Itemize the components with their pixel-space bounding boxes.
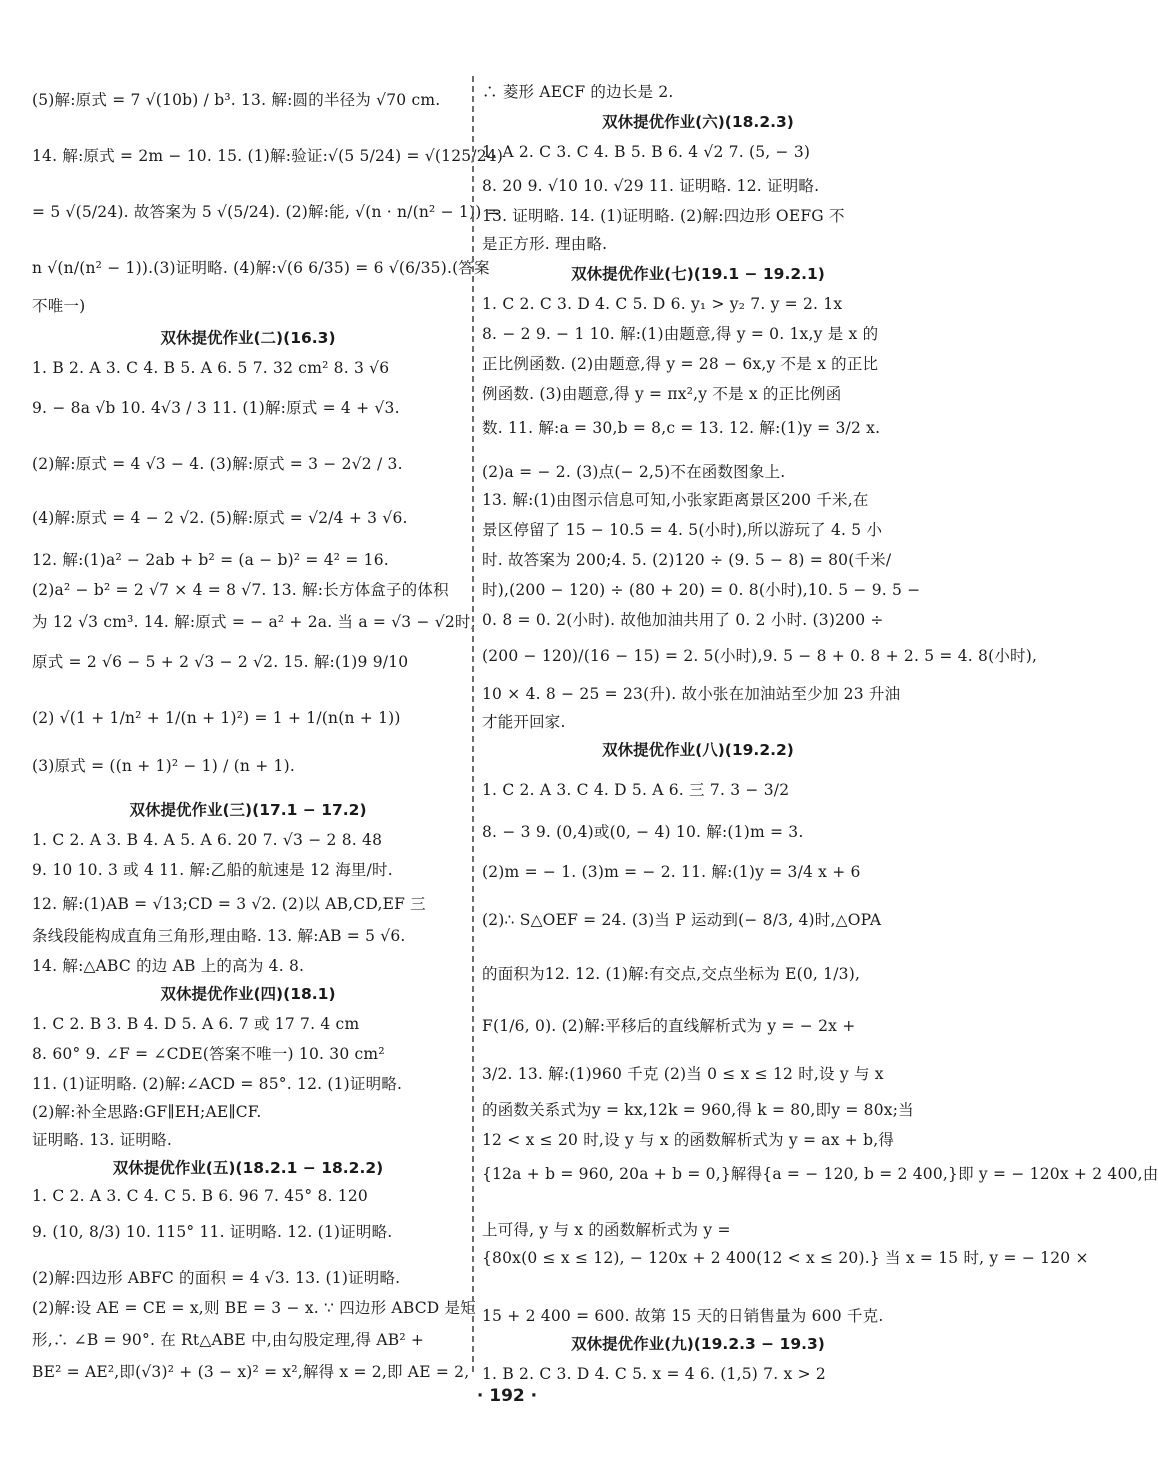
answer-line: 景区停留了 15 − 10.5 = 4. 5(小时),所以游玩了 4. 5 小 [482, 521, 883, 539]
answer-line: 1. C 2. B 3. B 4. D 5. A 6. 7 或 17 7. 4 cm [32, 1015, 360, 1033]
answer-line: 8. 60° 9. ∠F = ∠CDE(答案不唯一) 10. 30 cm² [32, 1045, 385, 1063]
answer-line: F(1/6, 0). (2)解:平移后的直线解析式为 y = − 2x + [482, 1017, 856, 1035]
answer-line: 为 12 √3 cm³. 14. 解:原式 = − a² + 2a. 当 a = √3 − √2时, [32, 613, 476, 631]
answer-line: 是正方形. 理由略. [482, 235, 608, 253]
answer-line: 14. 解:△ABC 的边 AB 上的高为 4. 8. [32, 957, 305, 975]
answer-line: 正比例函数. (2)由题意,得 y = 28 − 6x,y 不是 x 的正比 [482, 355, 879, 373]
answer-line: (2)m = − 1. (3)m = − 2. 11. 解:(1)y = 3/4 x + 6 [482, 863, 861, 881]
answer-line: (2)解:设 AE = CE = x,则 BE = 3 − x. ∵ 四边形 ABCD 是矩 [32, 1299, 476, 1317]
section-heading: 双休提优作业(五)(18.2.1 − 18.2.2) [112, 1159, 384, 1177]
answer-line: 15 + 2 400 = 600. 故第 15 天的日销售量为 600 千克. [482, 1307, 884, 1325]
answer-line: n √(n/(n² − 1)).(3)证明略. (4)解:√(6 6/35) = 6 √(6/35).(答案 [32, 259, 490, 277]
answer-line: 1. B 2. C 3. D 4. C 5. x = 4 6. (1,5) 7. x > 2 [482, 1365, 826, 1383]
answer-line: (2)a² − b² = 2 √7 × 4 = 8 √7. 13. 解:长方体盒子的体积 [32, 581, 449, 599]
answer-line: (2)解:原式 = 4 √3 − 4. (3)解:原式 = 3 − 2√2 / 3. [32, 455, 403, 473]
answer-line: 9. (10, 8/3) 10. 115° 11. 证明略. 12. (1)证明略. [32, 1223, 393, 1241]
answer-line: 14. 解:原式 = 2m − 10. 15. (1)解:验证:√(5 5/24) = √(125/24) [32, 147, 504, 165]
answer-line: 1. C 2. A 3. C 4. C 5. B 6. 96 7. 45° 8. 120 [32, 1187, 368, 1205]
answer-line: 8. − 2 9. − 1 10. 解:(1)由题意,得 y = 0. 1x,y 是 x 的 [482, 325, 879, 343]
answer-line: 10 × 4. 8 − 25 = 23(升). 故小张在加油站至少加 23 升油 [482, 685, 901, 703]
answer-line: 时),(200 − 120) ÷ (80 + 20) = 0. 8(小时),10. 5 − 9. 5 − [482, 581, 921, 599]
answer-line: 不唯一) [32, 297, 86, 315]
answer-line: 3/2. 13. 解:(1)960 千克 (2)当 0 ≤ x ≤ 12 时,设 y 与 x [482, 1065, 884, 1083]
section-heading: 双休提优作业(三)(17.1 − 17.2) [129, 801, 367, 819]
answer-line: 12. 解:(1)a² − 2ab + b² = (a − b)² = 4² = 16. [32, 551, 389, 569]
answer-line: 8. 20 9. √10 10. √29 11. 证明略. 12. 证明略. [482, 177, 820, 195]
answer-line: (2)解:补全思路:GF∥EH;AE∥CF. [32, 1103, 262, 1121]
answer-line: (5)解:原式 = 7 √(10b) / b³. 13. 解:圆的半径为 √70 cm. [32, 91, 441, 109]
section-heading: 双休提优作业(八)(19.2.2) [602, 741, 794, 759]
answer-line: 1. C 2. A 3. B 4. A 5. A 6. 20 7. √3 − 2 8. 48 [32, 831, 383, 849]
answer-line: (4)解:原式 = 4 − 2 √2. (5)解:原式 = √2/4 + 3 √6. [32, 509, 408, 527]
section-heading: 双休提优作业(九)(19.2.3 − 19.3) [571, 1335, 825, 1353]
answer-line: ∴ 菱形 AECF 的边长是 2. [482, 83, 674, 101]
answer-line: 例函数. (3)由题意,得 y = πx²,y 不是 x 的正比例函 [482, 385, 842, 403]
answer-line: (2) √(1 + 1/n² + 1/(n + 1)²) = 1 + 1/(n(n + 1)) [32, 709, 401, 727]
answer-line: 9. 10 10. 3 或 4 11. 解:乙船的航速是 12 海里/时. [32, 861, 393, 879]
section-heading: 双休提优作业(六)(18.2.3) [602, 113, 794, 131]
section-heading: 双休提优作业(七)(19.1 − 19.2.1) [571, 265, 825, 283]
answer-line: 8. − 3 9. (0,4)或(0, − 4) 10. 解:(1)m = 3. [482, 823, 804, 841]
answer-line: 的面积为12. 12. (1)解:有交点,交点坐标为 E(0, 1/3), [482, 965, 861, 983]
answer-line: 12. 解:(1)AB = √13;CD = 3 √2. (2)以 AB,CD,EF 三 [32, 895, 426, 913]
answer-line: = 5 √(5/24). 故答案为 5 √(5/24). (2)解:能, √(n · n/(n² − 1)) = [32, 203, 500, 221]
answer-line: 12 < x ≤ 20 时,设 y 与 x 的函数解析式为 y = ax + b,得 [482, 1131, 895, 1149]
section-heading: 双休提优作业(四)(18.1) [160, 985, 336, 1003]
answer-line: 的函数关系式为y = kx,12k = 960,得 k = 80,即y = 80x;当 [482, 1101, 914, 1119]
answer-line: {80x(0 ≤ x ≤ 12), − 120x + 2 400(12 < x ≤ 20).} 当 x = 15 时, y = − 120 × [482, 1249, 1089, 1267]
column-divider [472, 76, 474, 1372]
answer-line: 1. C 2. A 3. C 4. D 5. A 6. 三 7. 3 − 3/2 [482, 781, 790, 799]
answer-line: 1. B 2. A 3. C 4. B 5. A 6. 5 7. 32 cm² 8. 3 √6 [32, 359, 390, 377]
answer-line: 11. (1)证明略. (2)解:∠ACD = 85°. 12. (1)证明略. [32, 1075, 403, 1093]
answer-line: 13. 证明略. 14. (1)证明略. (2)解:四边形 OEFG 不 [482, 207, 845, 225]
answer-line: 9. − 8a √b 10. 4√3 / 3 11. (1)解:原式 = 4 + √3. [32, 399, 400, 417]
answer-line: (200 − 120)/(16 − 15) = 2. 5(小时),9. 5 − 8 + 0. 8 + 2. 5 = 4. 8(小时), [482, 647, 1038, 665]
answer-line: 数. 11. 解:a = 30,b = 8,c = 13. 12. 解:(1)y = 3/2 x. [482, 419, 881, 437]
answer-line: 证明略. 13. 证明略. [32, 1131, 172, 1149]
answer-line: (2)解:四边形 ABFC 的面积 = 4 √3. 13. (1)证明略. [32, 1269, 401, 1287]
answer-line: 条线段能构成直角三角形,理由略. 13. 解:AB = 5 √6. [32, 927, 406, 945]
answer-line: 形,∴ ∠B = 90°. 在 Rt△ABE 中,由勾股定理,得 AB² + [32, 1331, 425, 1349]
answer-line: 原式 = 2 √6 − 5 + 2 √3 − 2 √2. 15. 解:(1)9 9/10 [32, 653, 409, 671]
page-number: · 192 · [476, 1386, 538, 1406]
answer-line: (2)a = − 2. (3)点(− 2,5)不在函数图象上. [482, 463, 786, 481]
answer-line: (2)∴ S△OEF = 24. (3)当 P 运动到(− 8/3, 4)时,△OPA [482, 911, 882, 929]
section-heading: 双休提优作业(二)(16.3) [160, 329, 336, 347]
answer-line: 才能开回家. [482, 713, 566, 731]
answer-line: 0. 8 = 0. 2(小时). 故他加油共用了 0. 2 小时. (3)200 ÷ [482, 611, 884, 629]
answer-line: 时. 故答案为 200;4. 5. (2)120 ÷ (9. 5 − 8) = 80(千米/ [482, 551, 892, 569]
answer-line: 1. A 2. C 3. C 4. B 5. B 6. 4 √2 7. (5, − 3) [482, 143, 811, 161]
answer-line: 上可得, y 与 x 的函数解析式为 y = [482, 1221, 731, 1239]
answer-line: 13. 解:(1)由图示信息可知,小张家距离景区200 千米,在 [482, 491, 869, 509]
answer-line: 1. C 2. C 3. D 4. C 5. D 6. y₁ > y₂ 7. y = 2. 1x [482, 295, 843, 313]
answer-line: (3)原式 = ((n + 1)² − 1) / (n + 1). [32, 757, 295, 775]
answer-line: {12a + b = 960, 20a + b = 0,}解得{a = − 120, b = 2 400,}即 y = − 120x + 2 400,由 [482, 1165, 1158, 1183]
answer-line: BE² = AE²,即(√3)² + (3 − x)² = x²,解得 x = 2,即 AE = 2, [32, 1363, 470, 1381]
